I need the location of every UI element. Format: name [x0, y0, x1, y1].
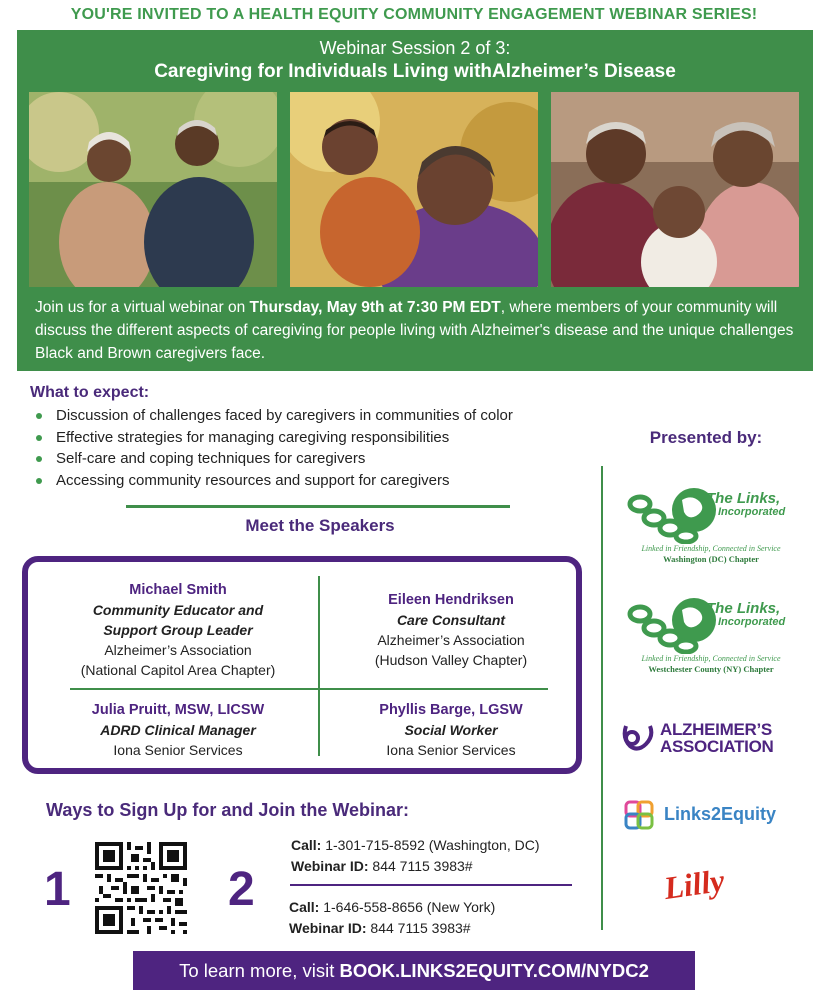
speaker-role: ADRD Clinical Manager — [100, 722, 256, 738]
learn-more-link[interactable]: BOOK.LINKS2EQUITY.COM/NYDC2 — [339, 960, 649, 981]
list-item: Effective strategies for managing caregiving responsibilities — [34, 427, 513, 449]
links2equity-text: Links2Equity — [664, 804, 777, 824]
speaker-role: Social Worker — [404, 722, 498, 738]
intro-paragraph — [35, 296, 800, 365]
presented-by-heading: Presented by: — [649, 428, 763, 447]
speakers-card — [22, 556, 582, 774]
links-dc-logo — [626, 486, 796, 574]
qr-code[interactable] — [95, 842, 187, 934]
links-ny-logo — [626, 596, 796, 684]
phone-ny[interactable]: 1-646-558-8656 (New York) — [323, 899, 496, 915]
list-item: Accessing community resources and support for caregivers — [34, 470, 513, 492]
call-label: Call: — [291, 837, 322, 853]
option-number-2: 2 — [228, 863, 255, 916]
section-divider — [126, 505, 510, 508]
speaker-eileen-hendriksen — [326, 590, 576, 670]
speaker-role: Community Educator and — [92, 602, 264, 618]
speaker-role: Care Consultant — [396, 612, 506, 628]
links-brand-line2: Incorporated — [718, 506, 786, 518]
links2equity-logo — [622, 798, 798, 832]
sidebar-divider — [601, 466, 603, 930]
alzheimers-association-logo — [620, 718, 796, 756]
speaker-michael-smith — [46, 580, 310, 680]
links-brand-line1: The Links, — [706, 490, 781, 507]
photo-elderly-couple — [29, 92, 277, 287]
call-label: Call: — [289, 899, 320, 915]
webinar-title: Caregiving for Individuals Living withAlzheimer’s Disease — [154, 61, 676, 82]
links-chapter-ny: Westchester County (NY) Chapter — [648, 664, 774, 674]
links2equity-knot-icon — [622, 798, 658, 832]
speaker-name: Phyllis Barge, LGSW — [379, 702, 523, 718]
speaker-org: Iona Senior Services — [386, 742, 516, 758]
links-brand-line2: Incorporated — [718, 616, 786, 628]
alz-line2: ASSOCIATION — [660, 737, 774, 756]
session-label: Webinar Session 2 of 3: — [319, 38, 511, 58]
speaker-name: Michael Smith — [129, 582, 227, 598]
links-tagline: Linked in Friendship, Connected in Service — [641, 654, 781, 663]
learn-more-prefix: To learn more, visit — [179, 960, 340, 981]
hero-panel — [17, 30, 813, 371]
speaker-org: Alzheimer’s Association — [104, 642, 252, 658]
signup-heading: Ways to Sign Up for and Join the Webinar: — [46, 800, 410, 820]
invite-banner: YOU'RE INVITED TO A HEALTH EQUITY COMMUNITY ENGAGEMENT WEBINAR SERIES! — [70, 6, 758, 23]
speaker-name: Julia Pruitt, MSW, LICSW — [91, 702, 265, 718]
speaker-divider-horizontal — [70, 688, 548, 690]
links-tagline: Linked in Friendship, Connected in Service — [641, 544, 781, 553]
webinar-id-label: Webinar ID: — [291, 858, 369, 874]
alz-line1: ALZHEIMER’S — [660, 720, 772, 739]
learn-more-banner — [133, 951, 695, 990]
speaker-org: (National Capitol Area Chapter) — [80, 662, 276, 678]
expect-list — [34, 405, 513, 491]
list-item: Discussion of challenges faced by caregivers in communities of color — [34, 405, 513, 427]
webinar-date: Thursday, May 9th at 7:30 PM EDT — [249, 299, 501, 316]
intro-text-before: Join us for a virtual webinar on — [35, 299, 250, 316]
links-brand-line1: The Links, — [706, 600, 781, 617]
expect-heading: What to expect: — [30, 384, 150, 401]
speaker-role: Support Group Leader — [103, 622, 253, 638]
list-item: Self-care and coping techniques for caregivers — [34, 448, 513, 470]
call-dc — [291, 835, 540, 877]
links-chapter-dc: Washington (DC) Chapter — [663, 554, 759, 564]
call-divider — [290, 884, 572, 886]
alz-purple-ribbon-icon — [620, 718, 658, 754]
webinar-id-ny: 844 7115 3983# — [370, 920, 471, 936]
speaker-julia-pruitt — [46, 700, 310, 760]
webinar-id-label: Webinar ID: — [289, 920, 367, 936]
speaker-org: (Hudson Valley Chapter) — [374, 652, 528, 668]
photo-grandparents-baby — [551, 92, 799, 287]
option-number-1: 1 — [44, 863, 71, 916]
intro-text-after: , where members of your community will discuss the different aspects of caregiving for people living with Alzheimer's disease and the unique challenges Black and Brown caregivers face. — [35, 299, 794, 362]
phone-dc[interactable]: 1-301-715-8592 (Washington, DC) — [325, 837, 540, 853]
lilly-text: Lilly — [661, 861, 727, 907]
photo-grandmother-child — [290, 92, 538, 287]
speakers-heading: Meet the Speakers — [245, 516, 395, 535]
call-ny — [289, 897, 495, 939]
lilly-logo — [660, 862, 760, 916]
speaker-org: Iona Senior Services — [113, 742, 243, 758]
speaker-name: Eileen Hendriksen — [388, 592, 514, 608]
speaker-phyllis-barge — [326, 700, 576, 760]
speaker-org: Alzheimer’s Association — [377, 632, 525, 648]
webinar-id-dc: 844 7115 3983# — [372, 858, 473, 874]
speaker-divider-vertical — [318, 576, 320, 756]
